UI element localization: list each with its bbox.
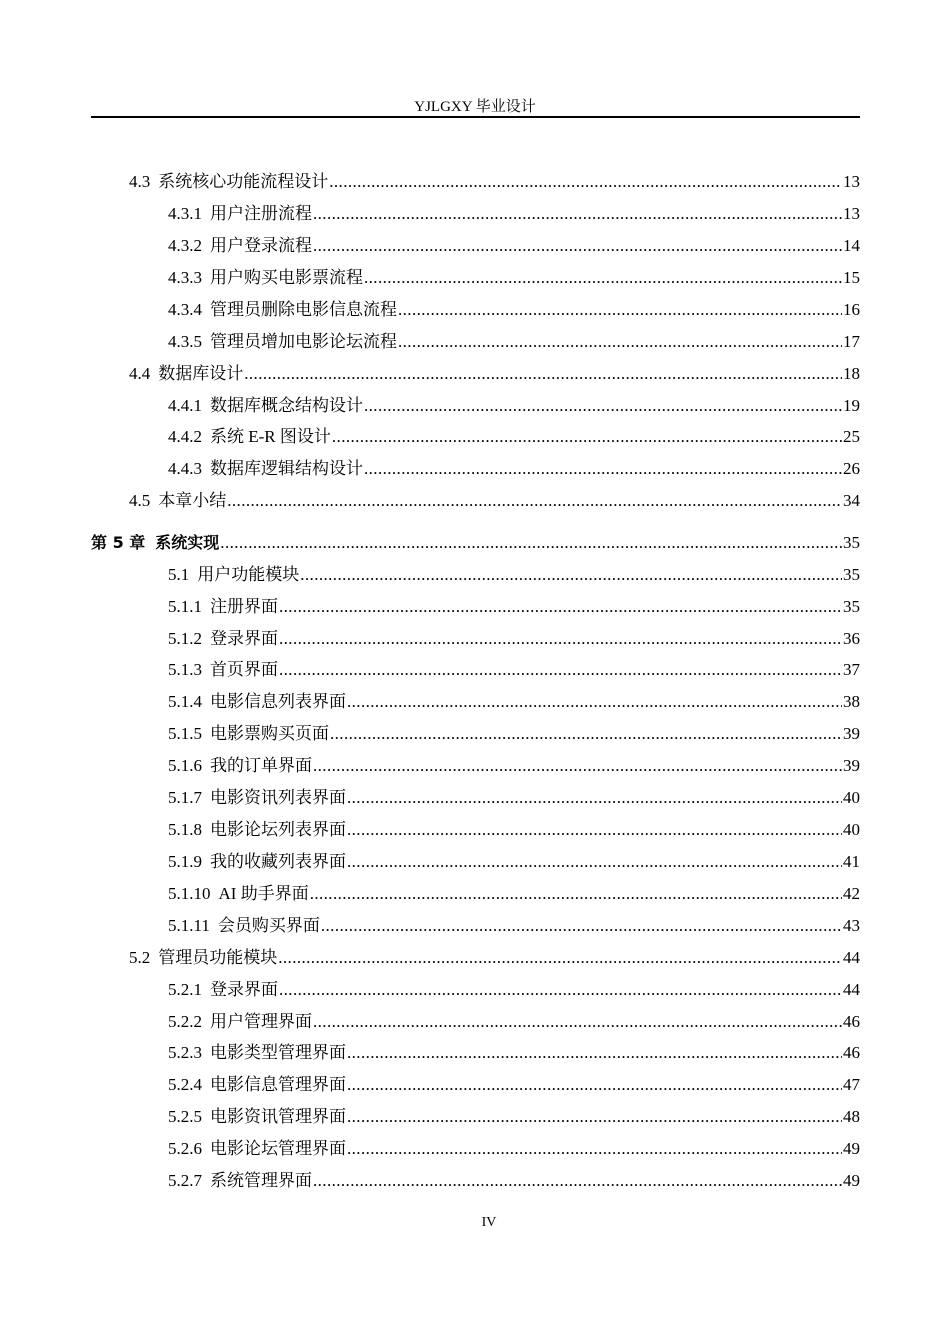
toc-dot-leader: [310, 881, 842, 907]
toc-entry-number: 5.1.2: [168, 629, 202, 648]
toc-entry-page: 16: [843, 300, 860, 319]
toc-entry-page: 41: [843, 852, 860, 871]
toc-entry[interactable]: [168, 721, 860, 747]
toc-entry-title: 电影资讯管理界面: [210, 1107, 346, 1126]
toc-entry-page: 13: [843, 204, 860, 223]
toc-entry-page: 39: [843, 724, 860, 743]
toc-entry-number: 5.1.8: [168, 820, 202, 839]
toc-entry-title: 电影论坛列表界面: [210, 820, 346, 839]
toc-entry-number: 5.1.11: [168, 916, 210, 935]
toc-dot-leader: [227, 488, 842, 514]
toc-dot-leader: [347, 689, 842, 715]
toc-dot-leader: [347, 849, 842, 875]
toc-entry-page: 44: [843, 948, 860, 967]
toc-dot-leader: [347, 1040, 842, 1066]
toc-entry-title: 电影信息列表界面: [210, 692, 346, 711]
toc-dot-leader: [364, 456, 842, 482]
toc-entry-title: 登录界面: [210, 980, 278, 999]
toc-entry-title: AI 助手界面: [218, 884, 309, 903]
toc-entry-page: 39: [843, 756, 860, 775]
toc-entry-page: 46: [843, 1043, 860, 1062]
toc-entry-title: 首页界面: [210, 660, 278, 679]
toc-entry-page: 13: [843, 172, 860, 191]
toc-dot-leader: [364, 393, 842, 419]
toc-entry-title: 数据库逻辑结构设计: [210, 459, 363, 478]
toc-entry-page: 46: [843, 1012, 860, 1031]
toc-dot-leader: [313, 1168, 842, 1194]
toc-entry-title: 注册界面: [210, 597, 278, 616]
toc-entry-title: 系统核心功能流程设计: [158, 172, 329, 191]
toc-entry-number: 4.3.3: [168, 268, 202, 287]
toc-entry-number: 4.4: [129, 364, 151, 383]
toc-entry-title: 管理员功能模块: [158, 948, 278, 967]
toc-entry-page: 44: [843, 980, 860, 999]
toc-dot-leader: [279, 626, 842, 652]
toc-entry[interactable]: [168, 785, 860, 811]
toc-entry[interactable]: [168, 424, 860, 450]
toc-entry-number: 4.4.3: [168, 459, 202, 478]
toc-entry-number: 5.2.6: [168, 1139, 202, 1158]
toc-entry[interactable]: [168, 1104, 860, 1130]
toc-entry-page: 37: [843, 660, 860, 679]
toc-entry-page: 36: [843, 629, 860, 648]
toc-dot-leader: [279, 977, 842, 1003]
toc-entry-title: 管理员删除电影信息流程: [210, 300, 397, 319]
toc-entry-number: 4.5: [129, 491, 151, 510]
toc-entry-title: 用户管理界面: [210, 1012, 312, 1031]
toc-entry-number: 5.2.7: [168, 1171, 202, 1190]
toc-entry-number: 第 5 章: [91, 533, 146, 552]
toc-entry[interactable]: [168, 881, 860, 907]
toc-entry-number: 5.2.4: [168, 1075, 202, 1094]
toc-entry-title: 电影票购买页面: [210, 724, 329, 743]
toc-entry-page: 17: [843, 332, 860, 351]
toc-entry-page: 15: [843, 268, 860, 287]
toc-entry-title: 管理员增加电影论坛流程: [210, 332, 397, 351]
page-header: YJLGXY 毕业设计: [414, 99, 536, 115]
toc-entry-page: 49: [843, 1171, 860, 1190]
toc-entry-number: 4.3.5: [168, 332, 202, 351]
toc-entry-title: 数据库设计: [158, 364, 244, 383]
toc-entry[interactable]: [168, 201, 860, 227]
toc-dot-leader: [398, 329, 842, 355]
toc-entry-title: 我的收藏列表界面: [210, 852, 346, 871]
toc-entry[interactable]: [129, 945, 860, 971]
toc-entry-number: 5.1.6: [168, 756, 202, 775]
toc-entry-page: 49: [843, 1139, 860, 1158]
toc-entry-page: 48: [843, 1107, 860, 1126]
toc-dot-leader: [321, 913, 842, 939]
toc-entry[interactable]: [168, 233, 860, 259]
toc-dot-leader: [330, 721, 842, 747]
toc-dot-leader: [220, 530, 842, 556]
toc-entry[interactable]: [91, 530, 860, 556]
toc-entry-title: 电影类型管理界面: [210, 1043, 346, 1062]
toc-entry[interactable]: [168, 562, 860, 588]
toc-dot-leader: [347, 1072, 842, 1098]
toc-entry-title: 电影论坛管理界面: [210, 1139, 346, 1158]
toc-entry-page: 35: [843, 533, 860, 552]
toc-entry-number: 4.3.4: [168, 300, 202, 319]
toc-entry[interactable]: [168, 1168, 860, 1194]
toc-entry-number: 5.2.5: [168, 1107, 202, 1126]
toc-entry[interactable]: [168, 329, 860, 355]
toc-entry[interactable]: [168, 1040, 860, 1066]
toc-dot-leader: [279, 657, 842, 683]
toc-entry[interactable]: [168, 1009, 860, 1035]
toc-entry[interactable]: [168, 817, 860, 843]
toc-entry-title: 本章小结: [158, 491, 227, 510]
toc-dot-leader: [347, 1136, 842, 1162]
toc-entry-page: 35: [843, 597, 860, 616]
toc-dot-leader: [364, 265, 842, 291]
toc-entry-title: 登录界面: [210, 629, 278, 648]
toc-entry-page: 47: [843, 1075, 860, 1094]
toc-entry-page: 38: [843, 692, 860, 711]
toc-entry-number: 5.2.3: [168, 1043, 202, 1062]
toc-entry[interactable]: [129, 488, 860, 514]
toc-dot-leader: [398, 297, 842, 323]
toc-entry-page: 34: [843, 491, 860, 510]
toc-entry-number: 5.1.4: [168, 692, 202, 711]
toc-entry[interactable]: [168, 1136, 860, 1162]
toc-entry[interactable]: [168, 689, 860, 715]
toc-dot-leader: [347, 817, 842, 843]
toc-dot-leader: [347, 1104, 842, 1130]
toc-dot-leader: [313, 201, 842, 227]
toc-entry-number: 4.4.1: [168, 396, 202, 415]
toc-entry-page: 35: [843, 565, 860, 584]
toc-entry-number: 5.1.3: [168, 660, 202, 679]
toc-entry-title: 电影资讯列表界面: [210, 788, 346, 807]
toc-entry-number: 5.2.1: [168, 980, 202, 999]
toc-entry[interactable]: [168, 265, 860, 291]
toc-entry-number: 5.1.10: [168, 884, 211, 903]
toc-entry[interactable]: [168, 977, 860, 1003]
toc-entry-page: 42: [843, 884, 860, 903]
toc-entry[interactable]: [168, 297, 860, 323]
toc-entry[interactable]: [129, 361, 860, 387]
toc-entry[interactable]: [168, 594, 860, 620]
toc-entry-title: 系统实现: [155, 533, 220, 552]
toc-entry[interactable]: [168, 849, 860, 875]
toc-entry-title: 用户功能模块: [197, 565, 300, 584]
toc-entry[interactable]: [168, 657, 860, 683]
toc-dot-leader: [279, 594, 842, 620]
toc-dot-leader: [347, 785, 842, 811]
toc-entry-number: 4.3.1: [168, 204, 202, 223]
toc-entry-title: 用户注册流程: [210, 204, 312, 223]
toc-entry-title: 数据库概念结构设计: [210, 396, 363, 415]
toc-entry-page: 26: [843, 459, 860, 478]
toc-entry-number: 4.3: [129, 172, 151, 191]
toc-entry-title: 用户购买电影票流程: [210, 268, 363, 287]
toc-dot-leader: [300, 562, 842, 588]
toc-entry-page: 19: [843, 396, 860, 415]
toc-dot-leader: [332, 424, 842, 450]
toc-entry[interactable]: [168, 913, 860, 939]
toc-entry[interactable]: [168, 626, 860, 652]
toc-entry-number: 5.2: [129, 948, 151, 967]
toc-dot-leader: [313, 233, 842, 259]
toc-entry[interactable]: [168, 393, 860, 419]
toc-entry-number: 5.1.7: [168, 788, 202, 807]
toc-entry-number: 4.3.2: [168, 236, 202, 255]
toc-entry-number: 5.1.9: [168, 852, 202, 871]
toc-entry[interactable]: [129, 169, 860, 195]
toc-dot-leader: [244, 361, 842, 387]
toc-entry-title: 电影信息管理界面: [210, 1075, 346, 1094]
toc-dot-leader: [313, 753, 842, 779]
toc-entry-title: 会员购买界面: [217, 916, 320, 935]
toc-entry-title: 系统 E-R 图设计: [210, 427, 331, 446]
toc-entry-page: 40: [843, 820, 860, 839]
toc-dot-leader: [313, 1009, 842, 1035]
toc-entry-number: 5.1.1: [168, 597, 202, 616]
toc-entry-title: 用户登录流程: [210, 236, 312, 255]
toc-entry[interactable]: [168, 1072, 860, 1098]
toc-entry-page: 25: [843, 427, 860, 446]
toc-entry[interactable]: [168, 456, 860, 482]
toc-entry-number: 5.2.2: [168, 1012, 202, 1031]
toc-entry-title: 我的订单界面: [210, 756, 312, 775]
toc-entry-page: 40: [843, 788, 860, 807]
toc-entry-number: 4.4.2: [168, 427, 202, 446]
toc-dot-leader: [329, 169, 842, 195]
toc-entry-page: 18: [843, 364, 860, 383]
toc-entry-number: 5.1.5: [168, 724, 202, 743]
page-number: IV: [481, 1215, 497, 1230]
toc-dot-leader: [278, 945, 842, 971]
toc-entry[interactable]: [168, 753, 860, 779]
toc-entry-page: 14: [843, 236, 860, 255]
toc-entry-page: 43: [843, 916, 860, 935]
toc-entry-title: 系统管理界面: [210, 1171, 312, 1190]
toc-entry-number: 5.1: [168, 565, 190, 584]
